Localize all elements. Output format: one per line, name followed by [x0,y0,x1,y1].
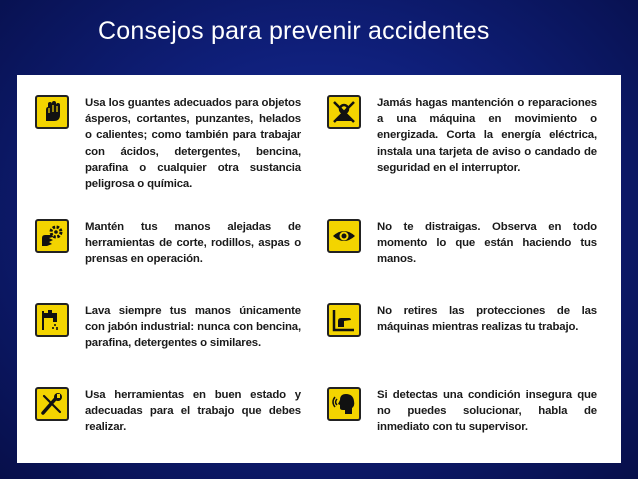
safety-tips-panel [17,75,621,463]
faucet-icon [35,303,69,337]
eye-icon [327,219,361,253]
tip-no-distraction-text: No te distraigas. Observa en todo momento lo que están haciendo tus manos. [377,221,597,266]
speaking-head-icon [327,387,361,421]
tip-good-tools [35,387,301,436]
no-hands-maintenance-icon [327,95,361,129]
tip-gloves [35,95,301,192]
tip-wash-hands-text: Lava siempre tus manos únicamente con jabón industrial: nunca con bencina, parafina, detergentes o similares. [85,305,301,350]
tip-machine-guards-text: No retires las protecciones de las máquinas mientras realizas tu trabajo. [377,305,597,334]
tip-report-unsafe-text: Si detectas una condición insegura que no puedes solucionar, habla de inmediato con tu supervisor. [377,389,597,434]
glove-icon [35,95,69,129]
machine-guard-icon [327,303,361,337]
tip-maintenance [327,95,597,176]
tip-machine-guards [327,303,597,337]
tip-no-distraction [327,219,597,268]
tip-wash-hands [35,303,301,352]
tools-icon [35,387,69,421]
tip-hands-away [35,219,301,268]
tip-report-unsafe [327,387,597,436]
tip-maintenance-text: Jamás hagas mantención o reparaciones a una máquina en movimiento o energizada. Corta la energía eléctrica, instala una tarjeta de aviso o candado de seguridad en el interruptor. [377,97,597,174]
tip-hands-away-text: Mantén tus manos alejadas de herramientas de corte, rodillos, aspas o prensas en operación. [85,221,301,266]
slide-title: Consejos para prevenir accidentes [98,17,490,45]
hand-gears-icon [35,219,69,253]
tip-gloves-text: Usa los guantes adecuados para objetos ásperos, cortantes, punzantes, helados o calientes; como también para trabajar con ácidos, detergentes, bencina, parafina o cualquier otra sustancia peligrosa o química. [85,97,301,191]
tip-good-tools-text: Usa herramientas en buen estado y adecuadas para el trabajo que debes realizar. [85,389,301,434]
